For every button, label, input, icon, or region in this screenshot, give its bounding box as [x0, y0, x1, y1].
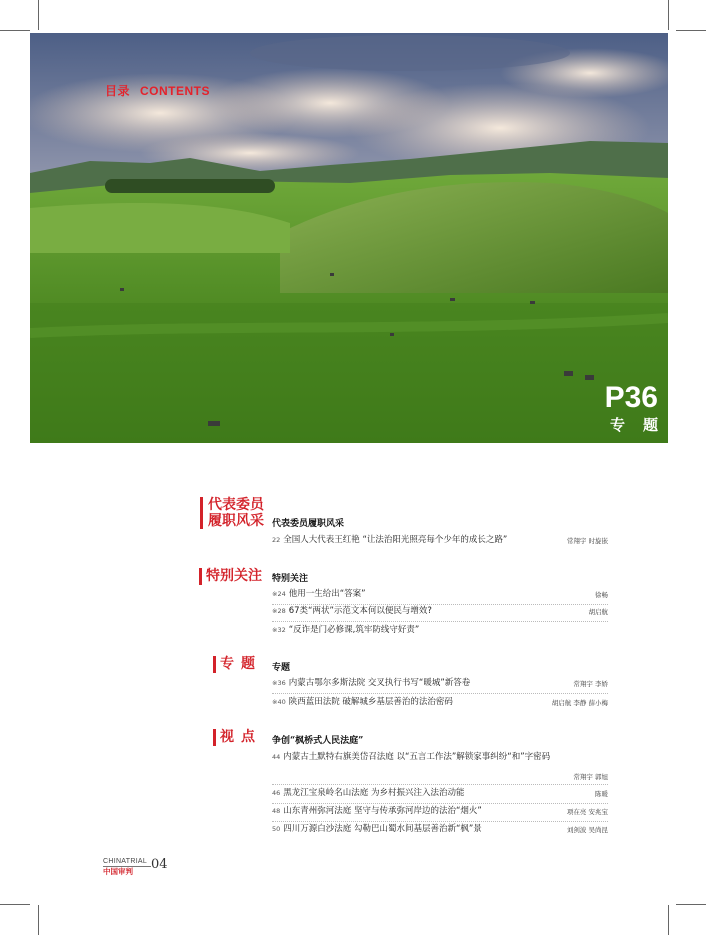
- crop-mark: [668, 905, 669, 935]
- crop-mark: [668, 0, 669, 30]
- toc-author: 常翔宇 郭旭: [573, 773, 608, 781]
- toc-title: 山东青州弥河法庭 坚守与传承弥河岸边的法治“烟火”: [283, 806, 482, 816]
- toc-title: “反诈是门必修课,筑牢防线守好责”: [288, 625, 420, 635]
- toc-page-number: ※36: [272, 679, 286, 687]
- section-heading: 特别关注: [272, 574, 309, 584]
- toc-author: 胡启航: [588, 608, 608, 616]
- toc-author: 常翔宇 李娇: [573, 680, 608, 688]
- magazine-name-en: CHINATRIAL: [103, 858, 151, 867]
- toc-author: 常翔宇 时旋嵌: [566, 537, 608, 545]
- contents-header: [105, 82, 220, 99]
- toc-entry[interactable]: [272, 751, 608, 763]
- page-folio: 04: [151, 857, 168, 872]
- cover-page-number: P36: [604, 381, 658, 414]
- toc-entry[interactable]: [272, 696, 608, 708]
- crop-mark: [38, 0, 39, 30]
- toc-title: 67类“两状”示范文本何以便民与增效?: [288, 606, 432, 616]
- toc-entry[interactable]: [272, 534, 608, 546]
- section-tag-line: 履职风采: [208, 513, 264, 529]
- toc-page-number: 22: [272, 536, 281, 544]
- magazine-name-cn: 中国审判: [103, 867, 133, 876]
- section-heading: 专题: [272, 663, 291, 673]
- section-tag-line: 代表委员: [208, 497, 264, 513]
- crop-mark: [0, 904, 30, 905]
- toc-title: 全国人大代表王红艳 “让法治阳光照亮每个少年的成长之路”: [283, 535, 508, 545]
- section-tag: 视点: [213, 729, 262, 746]
- toc-author: 刘剑波 吴尚昆: [566, 826, 608, 834]
- toc-entry[interactable]: [272, 677, 608, 694]
- toc-author: 陈暖: [595, 790, 608, 798]
- toc-title: 他用一生给出“答案”: [288, 589, 366, 599]
- crop-mark: [38, 905, 39, 935]
- toc-entry[interactable]: [272, 805, 608, 822]
- toc-page-number: ※40: [272, 698, 286, 706]
- section-tag: 专题: [213, 656, 262, 673]
- contents-label-en: CONTENTS: [140, 84, 211, 98]
- toc-title: 内蒙古鄂尔多斯法院 交叉执行书写“暖城”新答卷: [288, 678, 471, 688]
- toc-page-number: ※24: [272, 590, 286, 598]
- toc-title: 陕西蓝田法院 破解城乡基层善治的法治密码: [288, 697, 453, 707]
- toc-page-number: ※32: [272, 626, 286, 634]
- toc-entry[interactable]: [272, 787, 608, 804]
- toc-entry[interactable]: [272, 823, 608, 835]
- toc-page-number: 46: [272, 789, 281, 797]
- toc-title: 内蒙古土默特右旗美岱召法庭 以“五言工作法”解锁家事纠纷“和”字密码: [283, 752, 551, 762]
- crop-mark: [0, 30, 30, 31]
- toc-title: 黑龙江宝泉岭名山法庭 为乡村振兴注入法治动能: [283, 788, 465, 798]
- toc-title: 四川万源白沙法庭 勾勒巴山蜀水间基层善治新“枫”景: [283, 824, 482, 834]
- section-heading: 争创“枫桥式人民法庭”: [272, 736, 364, 746]
- section-tag: [200, 497, 264, 529]
- toc-page-number: ※28: [272, 607, 286, 615]
- section-heading: 代表委员履职风采: [272, 519, 345, 529]
- toc-page-number: 50: [272, 825, 281, 833]
- toc-entry[interactable]: [272, 624, 608, 636]
- toc-author: 项在亮 安兆宝: [566, 808, 608, 816]
- contents-label-cn: 目录: [105, 84, 131, 98]
- magazine-logo: [103, 858, 151, 876]
- toc-author: 徐畅: [595, 591, 608, 599]
- crop-mark: [676, 30, 706, 31]
- toc-page-number: 48: [272, 807, 281, 815]
- toc-author: 胡启航 李静 薛小梅: [551, 699, 608, 707]
- toc-entry[interactable]: [272, 588, 608, 605]
- cover-page-badge: [604, 381, 676, 436]
- toc-entry-author-line: [272, 770, 608, 785]
- cover-page-tag: 专题: [609, 416, 676, 434]
- section-tag: 特别关注: [199, 568, 262, 585]
- toc-entry[interactable]: [272, 605, 608, 622]
- toc-page-number: 44: [272, 753, 281, 761]
- crop-mark: [676, 904, 706, 905]
